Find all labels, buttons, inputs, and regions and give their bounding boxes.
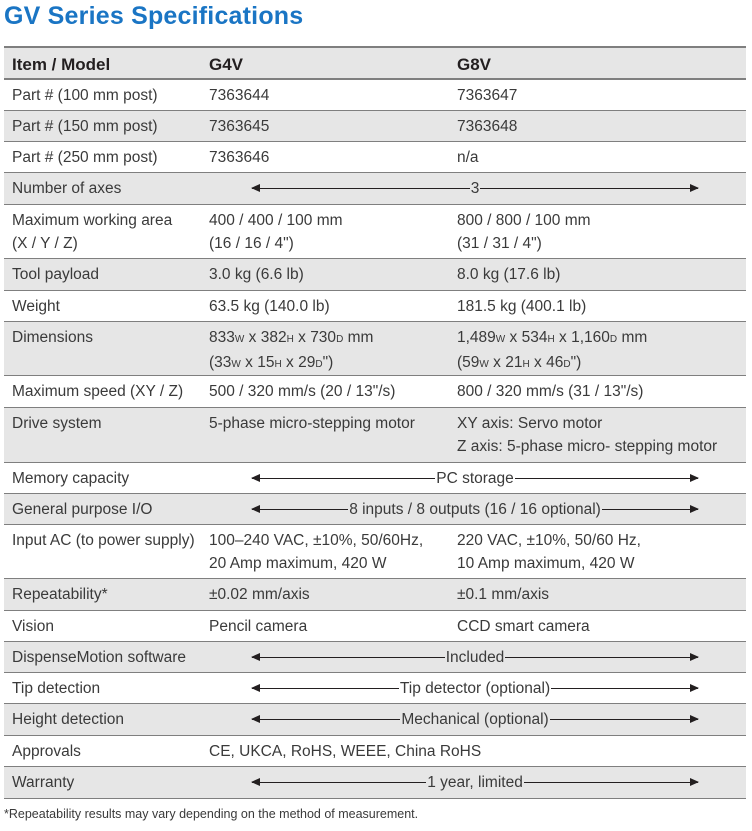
- row-label: Height detection: [12, 711, 125, 728]
- row-label: [12, 205, 202, 255]
- g8v-dimensions-mm: 1,489W x 534H x 1,160D mm: [457, 329, 648, 346]
- arrow-left-icon: [252, 782, 426, 783]
- g8v-value: 181.5 kg (400.1 lb): [457, 298, 587, 315]
- row-label-line2: (X / Y / Z): [12, 235, 78, 252]
- g4v-value: 63.5 kg (140.0 lb): [209, 298, 330, 315]
- row-label: Part # (150 mm post): [12, 118, 158, 135]
- arrow-right-icon: [505, 657, 698, 658]
- arrow-right-icon: [524, 782, 698, 783]
- arrow-left-icon: [252, 188, 470, 189]
- arrow-right-icon: [480, 188, 698, 189]
- row-label: DispenseMotion software: [12, 649, 187, 666]
- table-row: [4, 642, 746, 673]
- header-item: Item / Model: [12, 55, 111, 74]
- table-row: [4, 525, 746, 579]
- row-label: Tip detection: [12, 680, 101, 697]
- g8v-value: 7363647: [457, 87, 518, 104]
- span-value: 3: [470, 180, 480, 197]
- row-label: General purpose I/O: [12, 501, 153, 518]
- span-value: PC storage: [436, 469, 514, 487]
- row-label: Vision: [12, 618, 54, 635]
- arrow-left-icon: [252, 719, 400, 720]
- span-arrow: [252, 463, 698, 493]
- g8v-value-line2: Z axis: 5-phase micro- stepping motor: [457, 438, 718, 455]
- row-label: Drive system: [12, 415, 102, 432]
- table-row: [4, 736, 746, 767]
- span-arrow: [252, 494, 698, 524]
- g4v-dimensions-mm: 833W x 382H x 730D mm: [209, 329, 374, 346]
- row-label: Dimensions: [12, 329, 93, 346]
- arrow-right-icon: [550, 719, 698, 720]
- g4v-value-line1: 400 / 400 / 100 mm: [209, 212, 343, 229]
- g8v-value-line1: XY axis: Servo motor: [457, 415, 603, 432]
- row-label: Input AC (to power supply): [12, 532, 195, 549]
- table-row: [4, 463, 746, 494]
- table-row: [4, 259, 746, 291]
- row-label: Warranty: [12, 774, 75, 791]
- table-row: [4, 673, 746, 704]
- g4v-value: 3.0 kg (6.6 lb): [209, 266, 304, 283]
- arrow-right-icon: [602, 509, 698, 510]
- g8v-value-line1: 220 VAC, ±10%, 50/60 Hz,: [457, 532, 641, 549]
- table-row: [4, 611, 746, 642]
- g8v-value: CCD smart camera: [457, 618, 590, 635]
- row-label: Repeatability*: [12, 586, 108, 603]
- g8v-value-line1: 800 / 800 / 100 mm: [457, 212, 591, 229]
- g4v-value: 7363645: [209, 118, 270, 135]
- row-label: Weight: [12, 298, 60, 315]
- arrow-left-icon: [252, 657, 445, 658]
- g4v-value: ±0.02 mm/axis: [209, 586, 310, 603]
- g4v-value: 7363644: [209, 87, 270, 104]
- span-arrow: [252, 704, 698, 735]
- arrow-left-icon: [252, 688, 399, 689]
- spec-table: [4, 46, 746, 799]
- g4v-value: 7363646: [209, 149, 270, 166]
- g8v-value: ±0.1 mm/axis: [457, 586, 550, 603]
- table-row: [4, 111, 746, 142]
- row-label: Tool payload: [12, 266, 100, 283]
- g8v-dimensions-in: (59W x 21H x 46D"): [457, 354, 582, 371]
- g8v-value: [457, 322, 742, 376]
- arrow-right-icon: [551, 688, 698, 689]
- g8v-value: [457, 525, 742, 575]
- table-row: [4, 142, 746, 173]
- table-row: [4, 408, 746, 463]
- g4v-value-line2: (16 / 16 / 4"): [209, 235, 294, 252]
- row-label: Maximum speed (XY / Z): [12, 383, 184, 400]
- row-label: Part # (100 mm post): [12, 87, 158, 104]
- g4v-value: Pencil camera: [209, 618, 308, 635]
- g4v-value-line2: 20 Amp maximum, 420 W: [209, 555, 387, 572]
- g4v-value: [209, 322, 454, 376]
- g8v-value: [457, 205, 742, 255]
- g4v-value: CE, UKCA, RoHS, WEEE, China RoHS: [209, 743, 482, 760]
- g8v-value: 8.0 kg (17.6 lb): [457, 266, 561, 283]
- span-value: Mechanical (optional): [401, 711, 549, 728]
- row-label: Part # (250 mm post): [12, 149, 158, 166]
- g4v-value: 5-phase micro-stepping motor: [209, 415, 415, 432]
- g8v-value-line2: 10 Amp maximum, 420 W: [457, 555, 635, 572]
- row-label: Memory capacity: [12, 470, 130, 487]
- span-arrow: [252, 173, 698, 204]
- g8v-value: [457, 408, 742, 458]
- g4v-value: [209, 205, 454, 255]
- page-title: GV Series Specifications: [4, 2, 304, 30]
- arrow-left-icon: [252, 509, 348, 510]
- g8v-value: 7363648: [457, 118, 518, 135]
- table-row: [4, 579, 746, 611]
- arrow-right-icon: [515, 478, 698, 479]
- span-value: 1 year, limited: [427, 774, 523, 791]
- table-header: [4, 48, 746, 80]
- g4v-dimensions-in: (33W x 15H x 29D"): [209, 354, 334, 371]
- table-row: [4, 173, 746, 205]
- table-row: [4, 322, 746, 376]
- span-value: Included: [445, 648, 505, 666]
- g8v-value: 800 / 320 mm/s (31 / 13"/s): [457, 383, 644, 400]
- row-label: Number of axes: [12, 180, 122, 197]
- span-arrow: [252, 673, 698, 703]
- span-arrow: [252, 642, 698, 672]
- g4v-value: 500 / 320 mm/s (20 / 13"/s): [209, 383, 396, 400]
- g8v-value-line2: (31 / 31 / 4"): [457, 235, 542, 252]
- header-g8v: G8V: [457, 55, 492, 74]
- span-value: 8 inputs / 8 outputs (16 / 16 optional): [349, 500, 601, 518]
- table-row: [4, 767, 746, 799]
- footnote: *Repeatability results may vary depending on the method of measurement.: [4, 807, 419, 821]
- row-label-line1: Maximum working area: [12, 212, 173, 229]
- row-label: Approvals: [12, 743, 81, 760]
- arrow-left-icon: [252, 478, 435, 479]
- table-row: [4, 494, 746, 525]
- span-arrow: [252, 767, 698, 798]
- g4v-value-line1: 100–240 VAC, ±10%, 50/60Hz,: [209, 532, 424, 549]
- header-g4v: G4V: [209, 55, 244, 74]
- table-row: [4, 291, 746, 322]
- table-row: [4, 205, 746, 259]
- span-value: Tip detector (optional): [399, 679, 551, 697]
- table-row: [4, 376, 746, 408]
- table-row: [4, 80, 746, 111]
- g8v-value: n/a: [457, 149, 479, 166]
- g4v-value: [209, 525, 454, 575]
- table-row: [4, 704, 746, 736]
